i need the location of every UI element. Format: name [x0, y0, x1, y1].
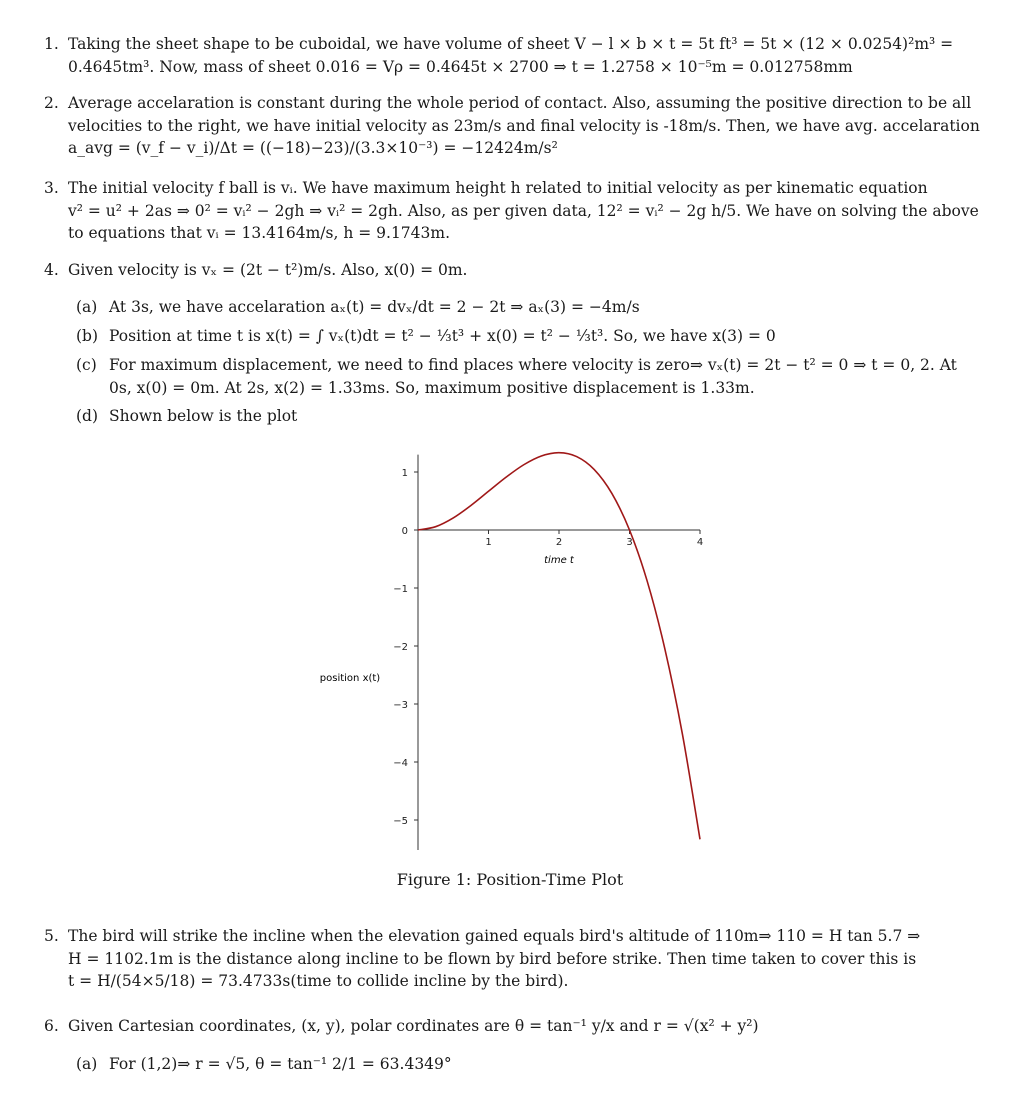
- subpart-line: For (1,2)⇒ r = √5, θ = tan⁻¹ 2/1 = 63.4349°: [109, 1055, 452, 1073]
- x-tick-label: 2: [555, 537, 563, 548]
- x-tick-label: 3: [626, 537, 633, 548]
- subpart-label: (b): [76, 327, 99, 345]
- plot-ticks: [393, 468, 703, 827]
- plot-series: [418, 453, 700, 840]
- subpart-line: At 3s, we have accelaration aₓ(t) = dvₓ/dt = 2 − 2t ⇒ aₓ(3) = −4m/s: [109, 298, 640, 316]
- problem-line: H = 1102.1m is the distance along incline to be flown by bird before strike. Then time taken to cover this is: [68, 949, 917, 968]
- y-tick-label: 0: [401, 526, 408, 537]
- subpart-label: (a): [76, 298, 98, 316]
- subpart-label: (a): [76, 1055, 98, 1073]
- subpart-4b: [76, 325, 1000, 348]
- y-tick-label: −5: [393, 816, 408, 827]
- problem-line: Taking the sheet shape to be cuboidal, we have volume of sheet V − l × b × t = 5t ft³ = 5t × (12 × 0.0254)²m³ =: [68, 35, 954, 53]
- problem-number: 5.: [44, 927, 59, 945]
- subpart-line: Shown below is the plot: [109, 407, 298, 425]
- y-tick-label: −4: [393, 758, 408, 769]
- problem-5: [44, 925, 1000, 993]
- subpart-label: (d): [76, 407, 99, 425]
- problem-line: The initial velocity f ball is vᵢ. We have maximum height h related to initial velocity as per kinematic equation: [68, 179, 928, 197]
- y-axis-label: position x(t): [319, 672, 381, 684]
- position-curve: [418, 453, 700, 840]
- problem-line: 0.4645tm³. Now, mass of sheet 0.016 = Vρ = 0.4645t × 2700 ⇒ t = 1.2758 × 10⁻⁵m = 0.012758mm: [68, 57, 853, 76]
- problem-line: velocities to the right, we have initial velocity as 23m/s and final velocity is -18m/s. Then, we have avg. accelaration: [68, 116, 980, 135]
- problem-line: The bird will strike the incline when the elevation gained equals bird's altitude of 110m⇒ 110 = H tan 5.7 ⇒: [68, 927, 921, 945]
- subpart-4a: [76, 296, 1000, 319]
- problem-number: 3.: [44, 179, 59, 197]
- subpart-4c: [76, 354, 1000, 399]
- subpart-line: 0s, x(0) = 0m. At 2s, x(2) = 1.33ms. So, maximum positive displacement is 1.33m.: [109, 378, 755, 397]
- problem-line: Average accelaration is constant during the whole period of contact. Also, assuming the positive direction to be all: [68, 94, 972, 112]
- problem-number: 4.: [44, 261, 59, 279]
- problem-line: Given velocity is vₓ = (2t − t²)m/s. Also, x(0) = 0m.: [68, 261, 468, 279]
- x-tick-label: 4: [696, 537, 704, 548]
- subpart-line: For maximum displacement, we need to find places where velocity is zero⇒ vₓ(t) = 2t − t² = 0 ⇒ t = 0, 2. At: [109, 356, 957, 374]
- problem-line: v² = u² + 2as ⇒ 0² = vᵢ² − 2gh ⇒ vᵢ² = 2gh. Also, as per given data, 12² = vᵢ² − 2g h/5. We have on solving the above: [68, 201, 979, 220]
- problem-3: [44, 177, 1000, 245]
- subpart-label: (c): [76, 356, 97, 374]
- problem-number: 2.: [44, 94, 59, 112]
- subpart-line: Position at time t is x(t) = ∫ vₓ(t)dt = t² − ⅓t³ + x(0) = t² − ⅓t³. So, we have x(3) = 0: [109, 327, 776, 345]
- problem-1: [44, 33, 1000, 78]
- x-axis-label: time t: [544, 555, 574, 566]
- problem-line: t = H/(54×5/18) = 73.4733s(time to collide incline by the bird).: [68, 972, 569, 990]
- problem-number: 6.: [44, 1017, 59, 1035]
- figure-caption: Figure 1: Position-Time Plot: [396, 870, 624, 889]
- y-tick-label: −3: [393, 700, 408, 711]
- y-tick-label: −1: [393, 584, 408, 595]
- problem-2: [44, 92, 1000, 160]
- subpart-4d: [76, 405, 1000, 428]
- problem-6: [44, 1015, 1000, 1038]
- position-time-plot: [300, 440, 730, 850]
- x-tick-label: 1: [485, 537, 492, 548]
- y-tick-label: −2: [393, 642, 408, 653]
- subpart-6a: [76, 1053, 1000, 1076]
- problem-line: Given Cartesian coordinates, (x, y), polar cordinates are θ = tan⁻¹ y/x and r = √(x² + y²): [68, 1017, 759, 1035]
- problem-line: a_avg = (v_f − v_i)/Δt = ((−18)−23)/(3.3×10⁻³) = −12424m/s²: [68, 139, 558, 157]
- problem-4: [44, 259, 1000, 282]
- problem-number: 1.: [44, 35, 59, 53]
- problem-line: to equations that vᵢ = 13.4164m/s, h = 9.1743m.: [68, 224, 451, 242]
- y-tick-label: 1: [401, 468, 408, 479]
